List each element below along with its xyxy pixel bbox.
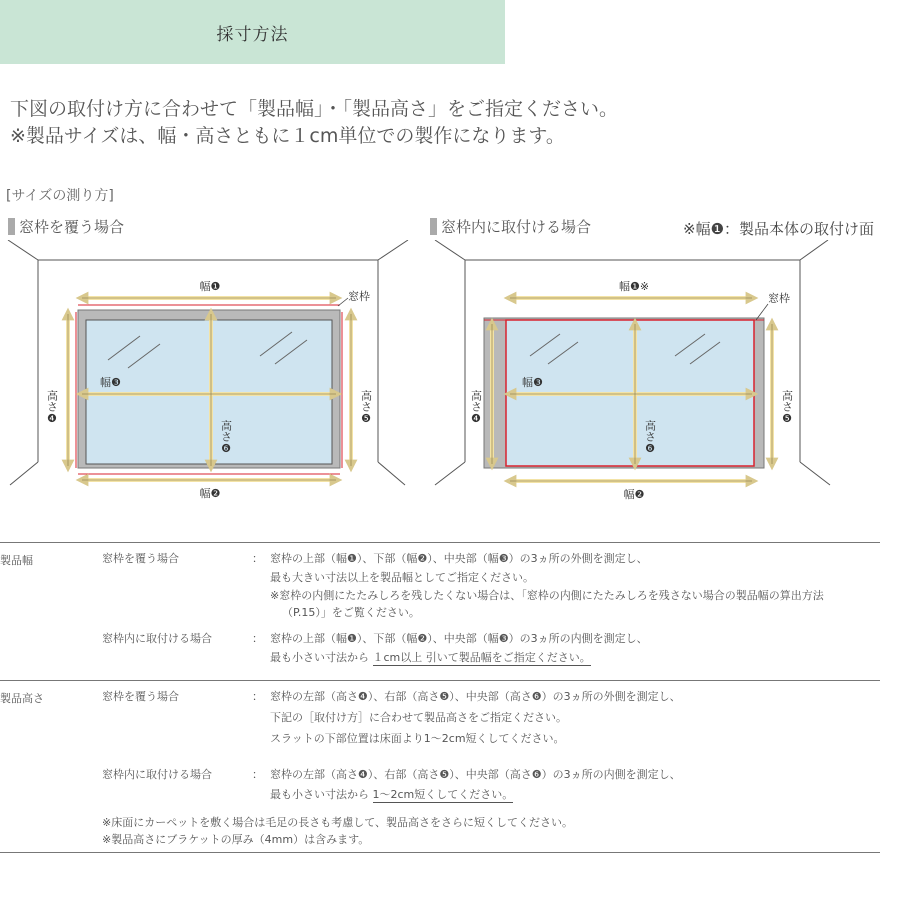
- spec-width-outside-line2: 最も大きい寸法以上を製品幅としてご指定ください。: [270, 571, 534, 584]
- spec-width-outside-line4: （P.15）」をご覧ください。: [282, 606, 420, 619]
- spec-height-inside-line2-underline: 1～2cm短くしてください。: [372, 788, 514, 801]
- header-title: 採寸方法: [216, 25, 289, 45]
- divider: [0, 680, 880, 681]
- diagram-inside: [430, 240, 855, 510]
- colon: ：: [252, 552, 263, 565]
- spec-height-inside-case: 窓枠内に取付ける場合: [102, 768, 212, 781]
- intro-text: [10, 96, 618, 150]
- square-bullet-icon: [430, 218, 437, 235]
- intro-line-2: ※製品サイズは、幅・高さともに１cm単位での製作になります。: [10, 125, 565, 147]
- diagram-outside: [0, 240, 425, 510]
- spec-width-outside-line1: 窓枠の上部（幅❶）、下部（幅❷）、中央部（幅❸）の3ヵ所の外側を測定し、: [270, 552, 648, 565]
- spec-width-outside-case: 窓枠を覆う場合: [102, 552, 179, 565]
- label-width-3: 幅❸: [100, 376, 121, 389]
- colon: ：: [252, 768, 263, 781]
- spec-height-outside-line1: 窓枠の左部（高さ❹）、右部（高さ❺）、中央部（高さ❻）の3ヵ所の外側を測定し、: [270, 690, 681, 703]
- spec-height-note-2: ※製品高さにブラケットの厚み（4mm）は含みます。: [102, 833, 370, 846]
- square-bullet-icon: [8, 218, 15, 235]
- divider: [0, 542, 880, 543]
- label-width-3: 幅❸: [522, 376, 543, 389]
- label-frame: 窓枠: [768, 292, 790, 305]
- label-height-4: 高さ❹: [45, 390, 59, 425]
- label-height-5: 高さ❺: [359, 390, 373, 425]
- colon: ：: [252, 632, 263, 645]
- spec-width-label: 製品幅: [0, 554, 33, 567]
- spec-width-inside-line1: 窓枠の上部（幅❶）、下部（幅❷）、中央部（幅❸）の3ヵ所の内側を測定し、: [270, 632, 648, 645]
- label-width-2: 幅❷: [199, 487, 221, 500]
- label-width-1: 幅❶: [199, 280, 221, 293]
- spec-height-outside-line3: スラットの下部位置は床面より1～2cm短くしてください。: [270, 732, 565, 745]
- case-label-inside-text: 窓枠内に取付ける場合: [441, 218, 592, 236]
- label-height-6: 高さ❻: [643, 420, 657, 455]
- divider: [0, 852, 880, 853]
- spec-width-outside-line3: ※窓枠の内側にたたみしろを残したくない場合は、「窓枠の内側にたたみしろを残さない場合の製品幅の算出方法: [270, 589, 824, 602]
- width-note: ※幅❶：製品本体の取付け面: [683, 220, 875, 238]
- spec-width-inside-line2-pre: 最も小さい寸法から: [270, 651, 369, 664]
- spec-width-inside-case: 窓枠内に取付ける場合: [102, 632, 212, 645]
- case-label-outside: [8, 216, 124, 237]
- label-width-1: 幅❶※: [618, 280, 650, 293]
- label-frame: 窓枠: [348, 290, 370, 303]
- intro-line-1: 下図の取付け方に合わせて「製品幅」・「製品高さ」をご指定ください。: [10, 98, 619, 120]
- spec-height-outside-line2: 下記の［取付け方］に合わせて製品高さをご指定ください。: [270, 711, 567, 724]
- spec-width-inside-line2-underline: １cm以上 引いて製品幅をご指定ください。: [372, 651, 591, 664]
- spec-height-outside-case: 窓枠を覆う場合: [102, 690, 179, 703]
- case-label-outside-text: 窓枠を覆う場合: [19, 218, 125, 236]
- spec-width-inside-line2: [270, 649, 591, 665]
- spec-height-inside-line2-pre: 最も小さい寸法から: [270, 788, 369, 801]
- spec-height-note-1: ※床面にカーペットを敷く場合は毛足の長さも考慮して、製品高さをさらに短くしてください。: [102, 816, 573, 829]
- label-height-4: 高さ❹: [469, 390, 483, 425]
- label-width-2: 幅❷: [623, 488, 645, 501]
- measure-heading: [サイズの測り方]: [6, 188, 114, 204]
- colon: ：: [252, 690, 263, 703]
- label-height-6: 高さ❻: [219, 420, 233, 455]
- case-label-inside: [430, 216, 591, 237]
- label-height-5: 高さ❺: [780, 390, 794, 425]
- spec-height-inside-line1: 窓枠の左部（高さ❹）、右部（高さ❺）、中央部（高さ❻）の3ヵ所の内側を測定し、: [270, 768, 681, 781]
- spec-height-inside-line2: [270, 786, 513, 802]
- spec-height-label: 製品高さ: [0, 692, 44, 705]
